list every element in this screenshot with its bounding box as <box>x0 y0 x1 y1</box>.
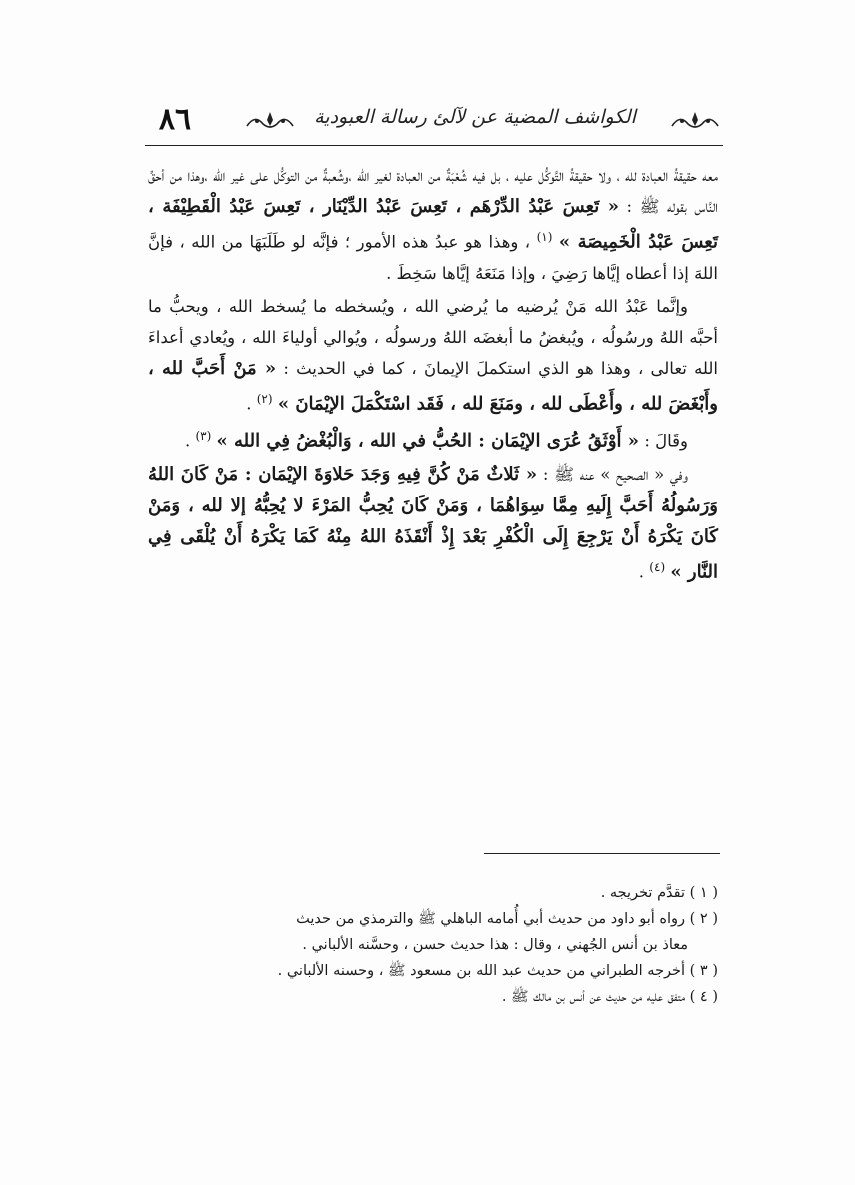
header-divider <box>145 145 723 146</box>
footnote-marker: (١) <box>536 230 553 244</box>
paragraph <box>148 160 718 289</box>
floral-ornament-icon <box>245 110 295 132</box>
page-header <box>145 98 725 142</box>
footnotes <box>150 880 718 1010</box>
page-number: ٨٦ <box>158 102 192 137</box>
floral-ornament-icon <box>670 110 720 132</box>
paragraph-text: وفي « الصحيح » عنه ﷺ : <box>542 464 688 484</box>
footnote: ( ٤ ) متفق عليه من حديث عن أنس بن مالك ﷺ . <box>501 989 718 1005</box>
footnote-marker: (٤) <box>649 559 666 574</box>
text-line: ، وهذا هو عبدُ هذه الأمور ؛ فإنَّه لو طَلَبَهَا من الله ، فإنَّ اللهَ إذا أعطاه إيَّاها رَضِيَ ، وإذا مَنَعَهُ إيَّاها سَخِطَ . <box>148 232 718 283</box>
footnote: ( ١ ) تقدَّم تخريجه . <box>600 885 718 901</box>
paragraph: وفي « الصحيح » عنه ﷺ : « ثَلاثٌ مَنْ كُنَّ فِيهِ وَجَدَ حَلاوَةَ الإيْمَان : مَنْ كَانَ اللهُ وَرَسُولُهُ أَحَبَّ إِلَيهِ مِمَّا سِوَاهُمَا ، وَمَنْ كَانَ يُحِبُّ المَرْءَ لا يُحِبُّهُ إلا لله ، وَمَنْ كَانَ يَكْرَهُ أَنْ يَرْجِعَ إِلَى الْكُفْرِ بَعْدَ إِذْ أَنْقَذَهُ اللهُ مِنْهُ كَمَا يَكْرَهُ أَنْ يُلْقَى فِي النَّار » $^{(٤)}$ . <box>148 463 718 582</box>
hadith-quote: « ثَلاثٌ مَنْ كُنَّ فِيهِ وَجَدَ حَلاوَةَ الإيْمَان : مَنْ كَانَ اللهُ وَرَسُولُهُ أَحَبَّ إِلَيهِ مِمَّا سِوَاهُمَا ، وَمَنْ كَانَ يُحِبُّ المَرْءَ لا يُحِبُّهُ إلا لله ، وَمَنْ كَانَ يَكْرَهُ أَنْ يَرْجِعَ إِلَى الْكُفْرِ بَعْدَ إِذْ أَنْقَذَهُ اللهُ مِنْهُ كَمَا يَكْرَهُ أَنْ يُلْقَى فِي النَّار » <box>148 463 718 582</box>
footnote-divider <box>484 853 720 854</box>
footnote-marker: (٣) <box>195 429 212 443</box>
paragraph: وقَالَ : « أَوْثَقُ عُرَى الإيْمَان : الحُبُّ في الله ، وَالْبُغْضُ فِي الله » $^{(٣)}$ . <box>184 429 688 452</box>
footnote-marker: (٢) <box>256 391 273 406</box>
paragraph-text: وقَالَ : <box>644 431 688 451</box>
hadith-quote: « مَنْ أَحَبَّ لله ، وأَبْغَضَ لله ، وأَعْطَى لله ، ومَنَعَ لله ، فَقَد اسْتَكْمَلَ الإيْمَانَ » <box>148 357 718 414</box>
footnote: ( ٣ ) أخرجه الطبراني من حديث عبد الله بن مسعود ﷺ ، وحسنه الألباني . <box>277 963 718 979</box>
text-line: معه حقيقةُ العبادة لله ، ولا حقيقةُ التَّوكُّل عليه ، بل فيه شُعْبَةٌ من العبادة <box>396 166 718 185</box>
hadith-quote: « أَوْثَقُ عُرَى الإيْمَان : الحُبُّ في الله ، وَالْبُغْضُ فِي الله » <box>216 430 640 452</box>
main-text <box>148 160 718 587</box>
paragraph: وإنَّما عَبْدُ الله مَنْ يُرضيه ما يُرضي الله ، ويُسخطه ما يُسخط الله ، ويحبُّ ما أحبَّه اللهُ ورسُولُه ، ويُبغضُ ما أبغضَه اللهُ ورسولُه ، ويُوالي أولياءَ الله ، ويُعادي أعداءَ الله تعالى ، وهذا هو الذي استكملَ الإيمانَ ، كما في الحديث : « مَنْ أَحَبَّ لله ، وأَبْغَضَ لله ، وأَعْطَى لله ، ومَنَعَ لله ، فَقَد اسْتَكْمَلَ الإيْمَانَ » $^{(٢)}$ . <box>148 296 718 414</box>
hadith-quote: « تَعِسَ عَبْدُ الدِّرْهَم ، تَعِسَ عَبْدُ الدِّيْنَار ، تَعِسَ عَبْدُ الْقَطِيْفَة ، تَعِسَ عَبْدُ الْخَمِيصَة » <box>148 196 718 253</box>
paragraph-text: وإنَّما عَبْدُ الله مَنْ يُرضيه ما يُرضي الله ، ويُسخطه ما يُسخط الله ، ويحبُّ ما أحبَّه اللهُ ورسُولُه ، ويُبغضُ ما أبغضَه اللهُ ورسولُه ، ويُوالي أولياءَ الله ، ويُعادي أعداءَ الله تعالى ، وهذا هو الذي استكملَ الإيمانَ ، كما في الحديث : <box>148 296 718 378</box>
footnote-continuation: معاذ بن أنس الجُهني ، وقال : هذا حديث حسن ، وحسَّنه الألباني . <box>302 937 688 953</box>
text-line: لغير الله ،وشُعبةٌ من التوكُّل على غير الله ،وهذا من أحقِّ النَّاس بقوله ﷺ : <box>148 166 718 216</box>
book-title: الكواشف المضية عن لآلئ رسالة العبودية <box>314 106 636 128</box>
footnote: ( ٢ ) رواه أبو داود من حديث أبي أُمامه الباهلي ﷺ والترمذي من حديث <box>296 911 718 927</box>
